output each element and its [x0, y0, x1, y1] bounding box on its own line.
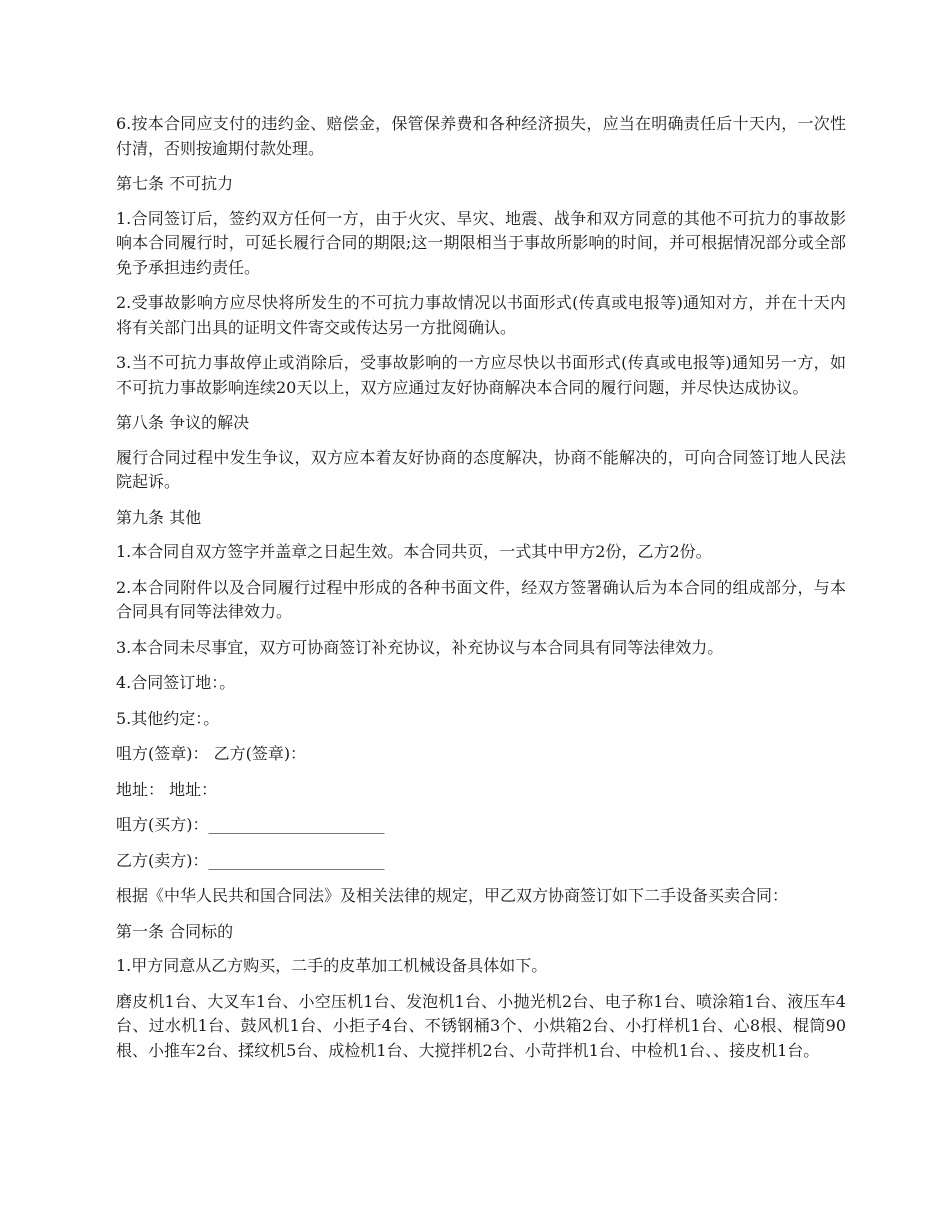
- clause-paragraph: 3.本合同未尽事宜，双方可协商签订补充协议，补充协议与本合同具有同等法律效力。: [116, 637, 724, 657]
- section-heading: 第一条 合同标的: [116, 921, 234, 941]
- clause-paragraph: 2.受事故影响方应尽快将所发生的不可抗力事故情况以书面形式(传真或电报等)通知对方，并在十天内将有关部门出具的证明文件寄交或传达另一方批阅确认。: [116, 293, 846, 337]
- document-page: [116, 112, 846, 1074]
- clause-paragraph: 6.按本合同应支付的违约金、赔偿金，保管保养费和各种经济损失，应当在明确责任后十天内，一次性付清，否则按逾期付款处理。: [116, 114, 846, 158]
- clause-paragraph: 履行合同过程中发生争议，双方应本着友好协商的态度解决，协商不能解决的，可向合同签订地人民法院起诉。: [116, 447, 846, 491]
- clause-paragraph: 4.合同签订地：。: [116, 673, 236, 692]
- section-heading: 第七条 不可抗力: [116, 174, 234, 193]
- seller-line: 乙方(卖方)：______________________: [116, 850, 385, 870]
- clause-paragraph: 1.本合同自双方签字并盖章之日起生效。本合同共页，一式其中甲方2份，乙方2份。: [116, 542, 712, 561]
- address-line: 地址： 地址：: [116, 779, 218, 799]
- preamble-paragraph: 根据《中华人民共和国合同法》及相关法律的规定，甲乙双方协商签订如下二手设备买卖合同：: [116, 886, 789, 905]
- section-heading: 第九条 其他: [116, 507, 202, 527]
- clause-paragraph: 2.本合同附件以及合同履行过程中形成的各种书面文件，经双方签署确认后为本合同的组成部分，与本合同具有同等法律效力。: [116, 577, 846, 621]
- section-heading: 第八条 争议的解决: [116, 413, 250, 432]
- clause-paragraph: 5.其他约定：。: [116, 708, 220, 728]
- clause-paragraph: 1.甲方同意从乙方购买，二手的皮革加工机械设备具体如下。: [116, 956, 548, 975]
- signature-line: 咀方(签章)： 乙方(签章)：: [116, 744, 307, 763]
- clause-paragraph: 1.合同签订后，签约双方任何一方，由于火灾、旱灾、地震、战争和双方同意的其他不可抗力的事故影响本合同履行时，可延长履行合同的期限;这一期限相当于事故所影响的时间，并可根据情况部分或全部免予承担违约责任。: [116, 208, 846, 277]
- buyer-line: 咀方(买方)：______________________: [116, 815, 385, 834]
- equipment-list: 磨皮机1台、大叉车1台、小空压机1台、发泡机1台、小抛光机2台、电子称1台、喷涂箱1台、液压车4台、过水机1台、鼓风机1台、小拒子4台、不锈钢桶3个、小烘箱2台、小打样机1台、心8根、棍筒90根、小推车2台、揉纹机5台、成检机1台、大搅拌机2台、小苛拌机1台、中检机1台、、接皮机1台。: [116, 991, 846, 1060]
- clause-paragraph: 3.当不可抗力事故停止或消除后，受事故影响的一方应尽快以书面形式(传真或电报等)通知另一方，如不可抗力事故影响连续20天以上，双方应通过友好协商解决本合同的履行问题，并尽快达成协议。: [116, 353, 846, 397]
